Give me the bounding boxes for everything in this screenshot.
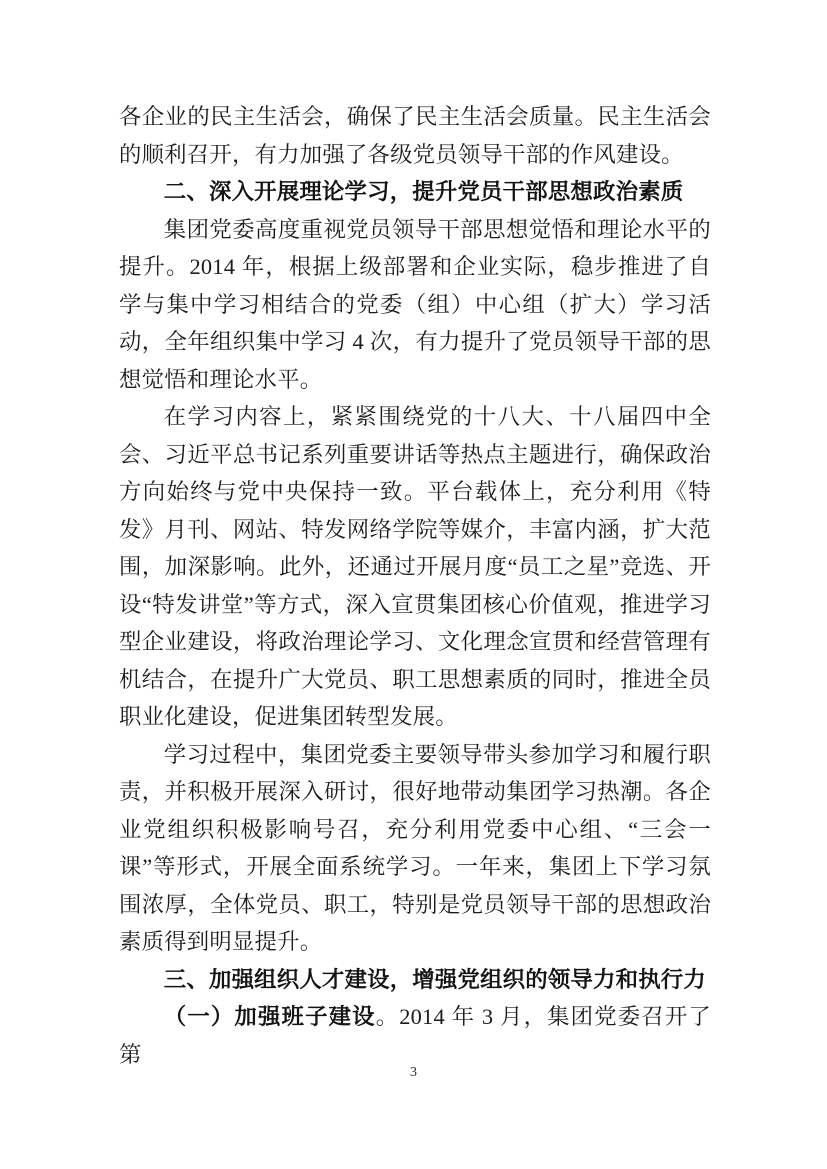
paragraph-continuation: 各企业的民主生活会，确保了民主生活会质量。民主生活会的顺利召开，有力加强了各级党员领导干部的作风建设。 [119,104,711,167]
paragraph-theory-study: 集团党委高度重视党员领导干部思想觉悟和理论水平的提升。2014 年，根据上级部署和企业实际，稳步推进了自学与集中学习相结合的党委（组）中心组（扩大）学习活动，全年组织集中学习 4 次，有力提升了党员领导干部的思想觉悟和理论水平。 [119,216,711,392]
subsection-body-text: 。2014 年 3 月，集团党委召开了第 [119,1004,711,1067]
section-heading-2: 二、深入开展理论学习，提升党员干部思想政治素质 [163,179,684,204]
paragraph-study-content: 在学习内容上，紧紧围绕党的十八大、十八届四中全会、习近平总书记系列重要讲话等热点主题进行，确保政治方向始终与党中央保持一致。平台载体上，充分利用《特发》月刊、网站、特发网络学院等媒介，丰富内涵，扩大范围，加深影响。此外，还通过开展月度“员工之星”竞选、开设“特发讲堂”等方式，深入宣贯集团核心价值观，推进学习型企业建设，将政治理论学习、文化理念宣贯和经营管理有机结合，在提升广大党员、职工思想素质的同时，推进全员职业化建设，促进集团转型发展。 [119,404,711,729]
page-number: 3 [410,1065,417,1080]
subsection-lead-bold: （一）加强班子建设 [163,1004,376,1029]
paragraph-study-process: 学习过程中，集团党委主要领导带头参加学习和履行职责，并积极开展深入研讨，很好地带动集团学习热潮。各企业党组织积极影响号召，充分利用党委中心组、“三会一课”等形式，开展全面系统学习。一年来，集团上下学习氛围浓厚，全体党员、职工，特别是党员领导干部的思想政治素质得到明显提升。 [119,741,711,954]
document-body [119,98,711,1073]
paragraph-team-building [119,998,711,1073]
section-heading-3: 三、加强组织人才建设，增强党组织的领导力和执行力 [163,966,706,992]
